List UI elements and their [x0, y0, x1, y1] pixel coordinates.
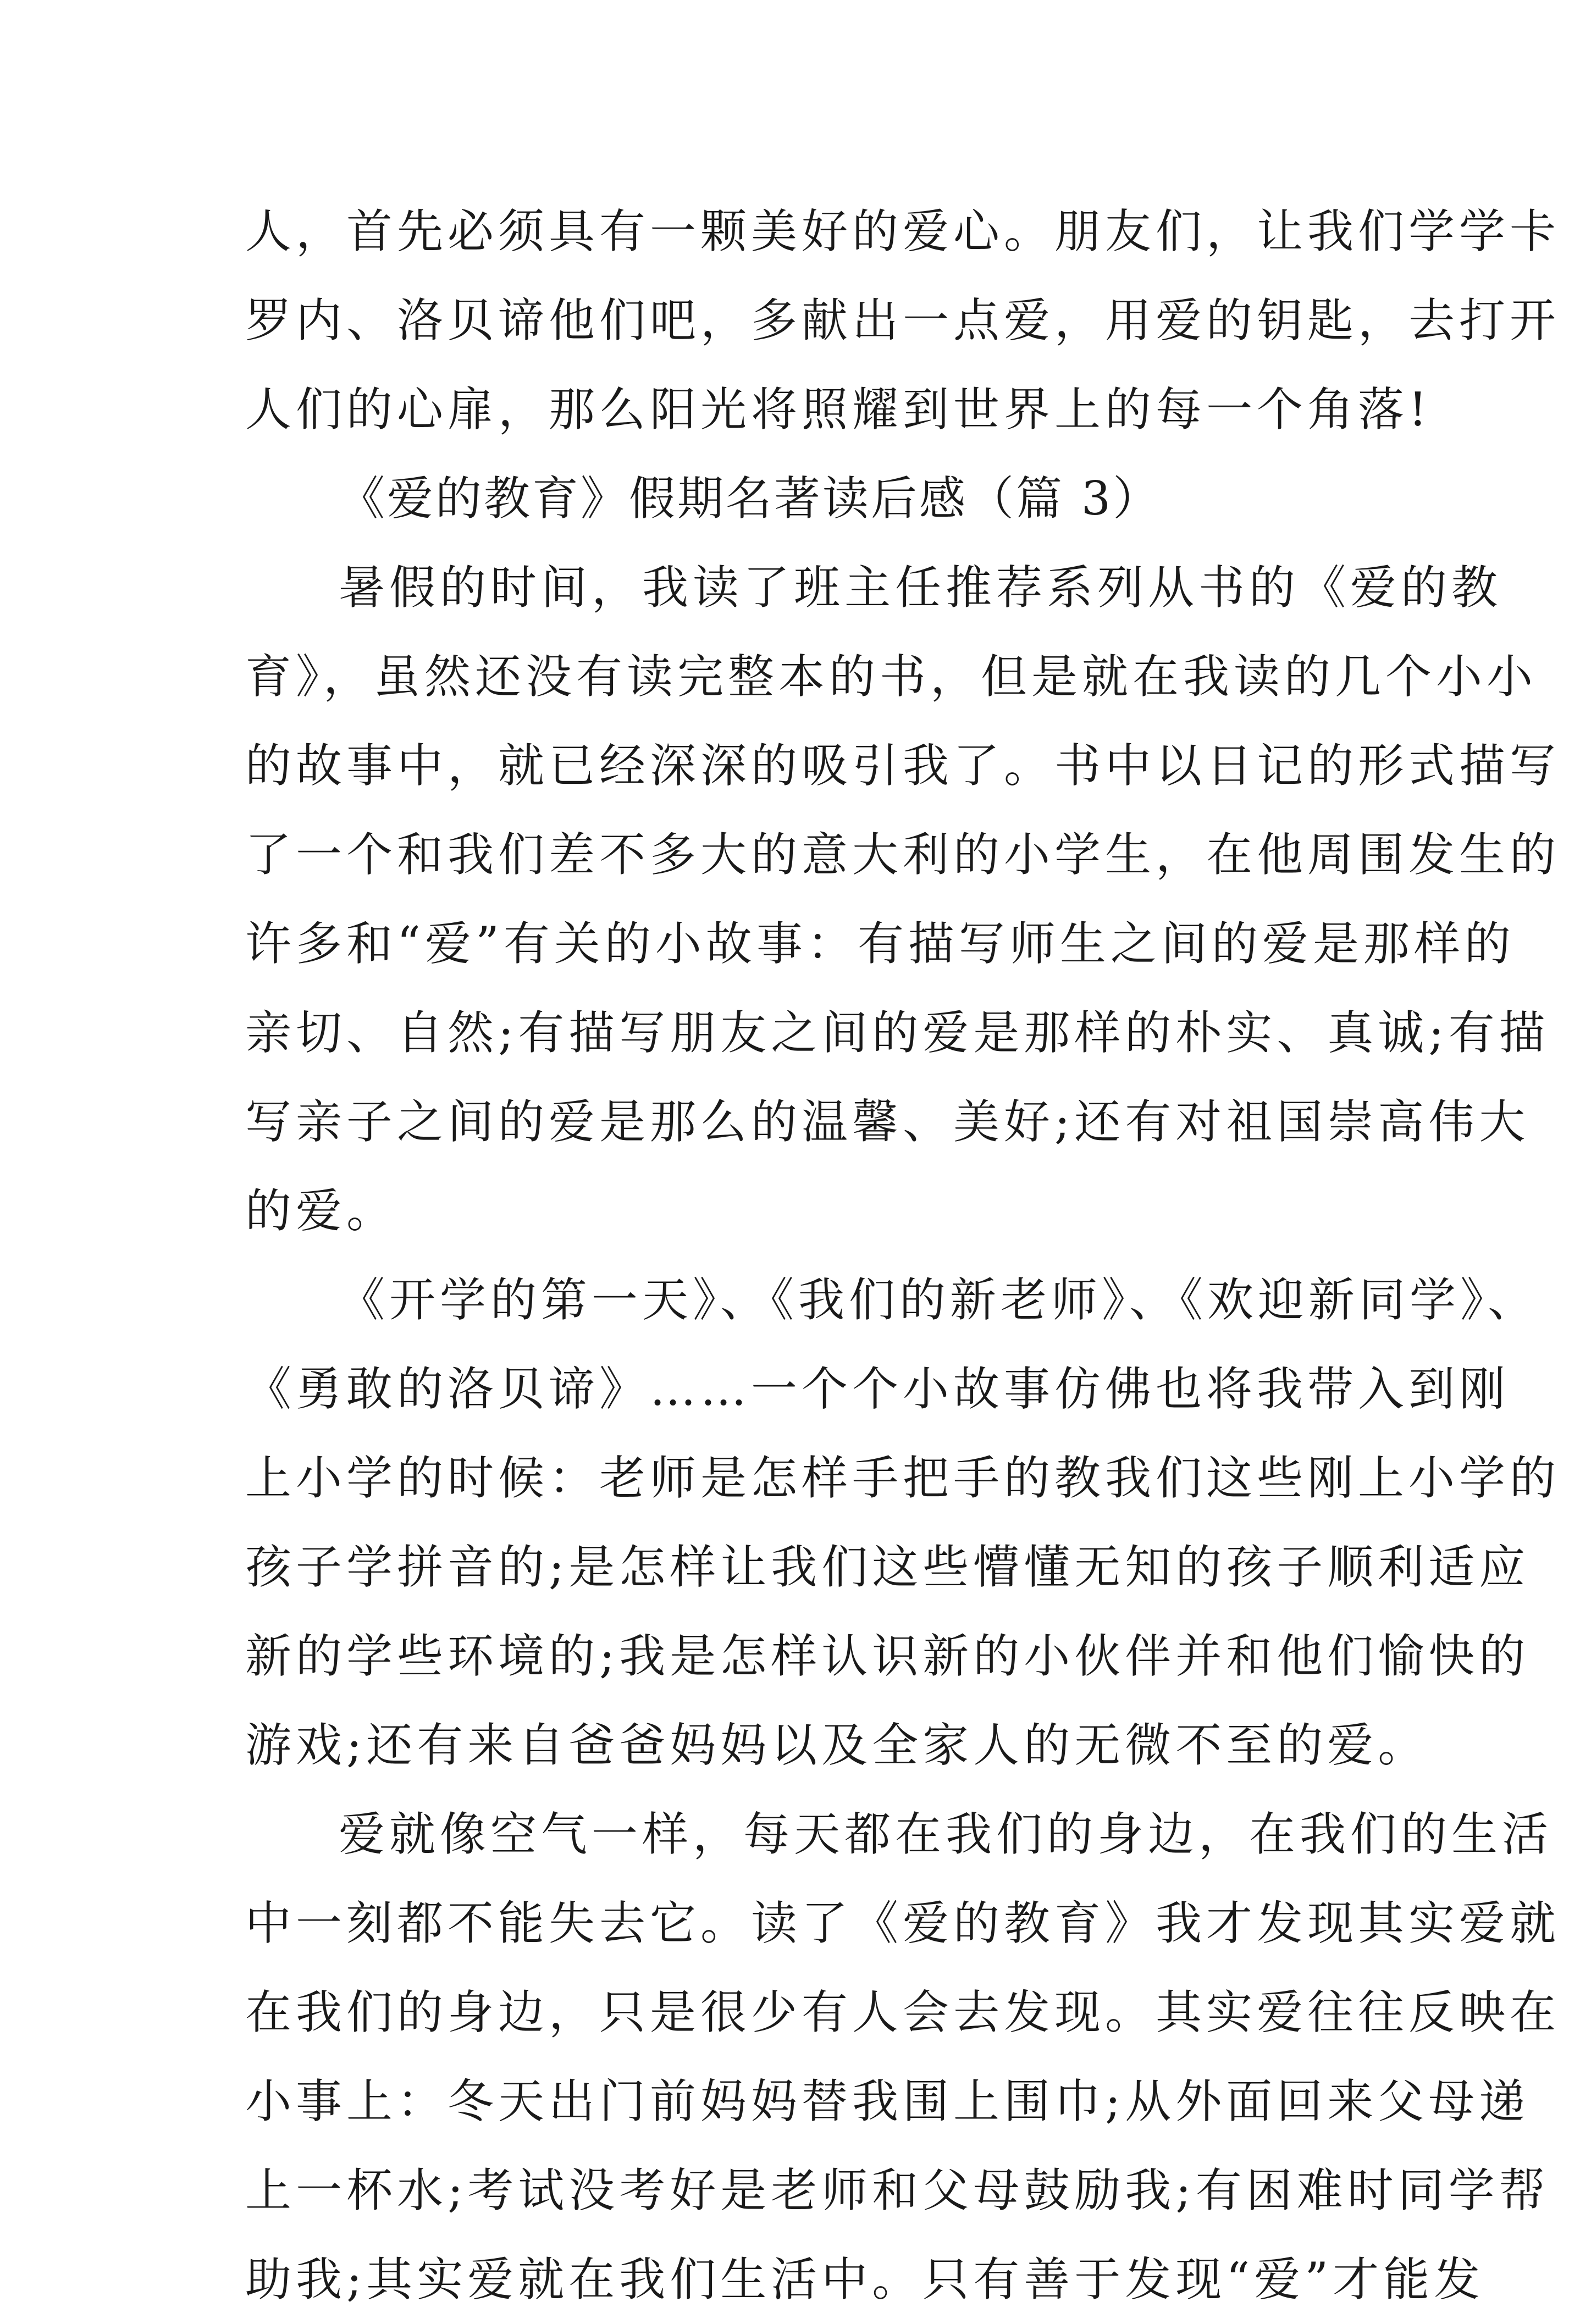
text-line: 上小学的时候：老师是怎样手把手的教我们这些刚上小学的 — [245, 1451, 1561, 1505]
text-line: 的故事中，就已经深深的吸引我了。书中以日记的形式描写 — [245, 739, 1561, 793]
paragraph-start: 爱就像空气一样，每天都在我们的身边，在我们的生活 — [339, 1807, 1553, 1861]
text-line: 《勇敢的洛贝谛》……一个个小故事仿佛也将我带入到刚 — [245, 1362, 1510, 1416]
text-line: 在我们的身边，只是很少有人会去发现。其实爱往往反映在 — [245, 1985, 1561, 2039]
text-line: 罗内、洛贝谛他们吧，多献出一点爱，用爱的钥匙，去打开 — [245, 294, 1561, 347]
paragraph-start: 《开学的第一天》、《我们的新老师》、《欢迎新同学》、 — [339, 1273, 1539, 1327]
text-line: 亲切、自然;有描写朋友之间的爱是那样的朴实、真诚;有描 — [245, 1006, 1550, 1060]
section-title: 《爱的教育》假期名著读后感（篇 3） — [339, 472, 1162, 525]
text-line: 写亲子之间的爱是那么的温馨、美好;还有对祖国崇高伟大 — [245, 1095, 1530, 1149]
paragraph-start: 暑假的时间，我读了班主任推荐系列从书的《爱的教 — [339, 561, 1502, 615]
text-line: 上一杯水;考试没考好是老师和父母鼓励我;有困难时同学帮 — [245, 2163, 1550, 2217]
text-line: 人，首先必须具有一颗美好的爱心。朋友们，让我们学学卡 — [245, 204, 1561, 258]
text-line: 人们的心扉，那么阳光将照耀到世界上的每一个角落! — [245, 383, 1432, 436]
body-text — [245, 187, 1561, 2324]
text-line: 小事上：冬天出门前妈妈替我围上围巾;从外面回来父母递 — [245, 2074, 1530, 2128]
text-line: 中一刻都不能失去它。读了《爱的教育》我才发现其实爱就 — [245, 1896, 1561, 1950]
text-line: 新的学些环境的;我是怎样认识新的小伙伴并和他们愉快的 — [245, 1629, 1530, 1683]
text-line: 助我;其实爱就在我们生活中。只有善于发现“爱”才能发 — [245, 2253, 1485, 2306]
text-line: 孩子学拼音的;是怎样让我们这些懵懂无知的孩子顺利适应 — [245, 1540, 1530, 1594]
text-line: 育》，虽然还没有读完整本的书，但是就在我读的几个小小 — [245, 650, 1538, 704]
text-line: 了一个和我们差不多大的意大利的小学生，在他周围发生的 — [245, 828, 1561, 882]
text-line: 许多和“爱”有关的小故事：有描写师生之间的爱是那样的 — [245, 917, 1515, 971]
text-line: 游戏;还有来自爸爸妈妈以及全家人的无微不至的爱。 — [245, 1718, 1429, 1772]
text-line: 的爱。 — [245, 1184, 397, 1238]
